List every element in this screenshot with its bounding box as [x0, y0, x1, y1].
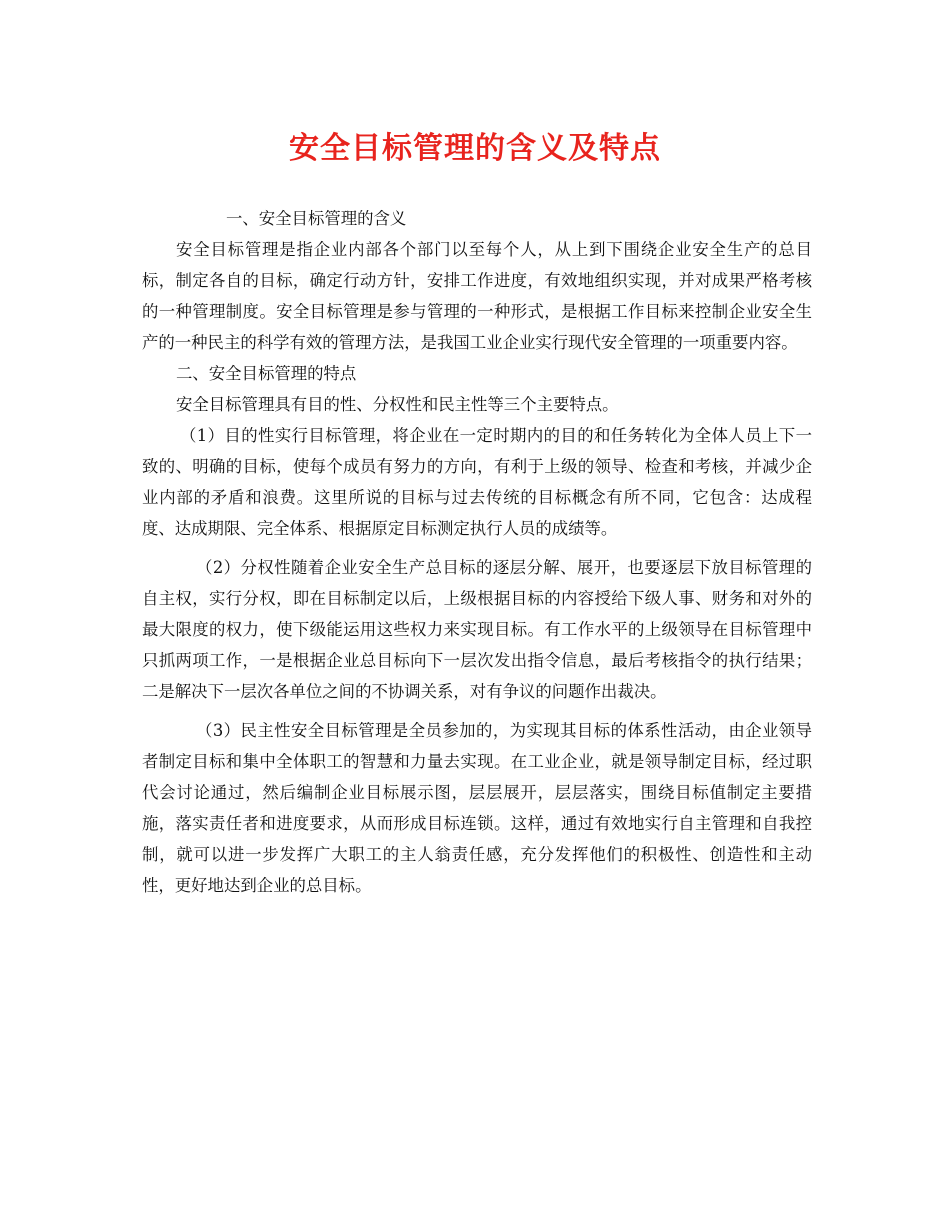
document-body	[142, 203, 812, 901]
paragraph-point-purpose: （1）目的性实行目标管理，将企业在一定时期内的目的和任务转化为全体人员上下一致的、明确的目标，使每个成员有努力的方向，有利于上级的领导、检查和考核，并减少企业内部的矛盾和浪费。这里所说的目标与过去传统的目标概念有所不同，它包含：达成程度、达成期限、完全体系、根据原定目标测定执行人员的成绩等。	[142, 426, 812, 538]
section-heading-meaning: 一、安全目标管理的含义	[226, 209, 407, 228]
section-heading-features: 二、安全目标管理的特点	[176, 364, 357, 383]
paragraph-gap	[142, 544, 812, 552]
document-title: 安全目标管理的含义及特点	[289, 131, 661, 166]
paragraph-point-democracy: （3）民主性安全目标管理是全员参加的，为实现其目标的体系性活动，由企业领导者制定目标和集中全体职工的智慧和力量去实现。在工业企业，就是领导制定目标，经过职代会讨论通过，然后编制企业目标展示图，层层展开，层层落实，围绕目标值制定主要措施，落实责任者和进度要求，从而形成目标连锁。这样，通过有效地实行自主管理和自我控制，就可以进一步发挥广大职工的主人翁责任感，充分发挥他们的积极性、创造性和主动性，更好地达到企业的总目标。	[142, 721, 812, 895]
paragraph-point-decentralization: （2）分权性随着企业安全生产总目标的逐层分解、展开，也要逐层下放目标管理的自主权，实行分权，即在目标制定以后，上级根据目标的内容授给下级人事、财务和对外的最大限度的权力，使下级能运用这些权力来实现目标。有工作水平的上级领导在目标管理中只抓两项工作，一是根据企业总目标向下一层次发出指令信息，最后考核指令的执行结果；二是解决下一层次各单位之间的不协调关系，对有争议的问题作出裁决。	[142, 558, 812, 701]
paragraph-features-intro: 安全目标管理具有目的性、分权性和民主性等三个主要特点。	[176, 395, 619, 414]
paragraph-meaning: 安全目标管理是指企业内部各个部门以至每个人，从上到下围绕企业安全生产的总目标，制定各自的目标，确定行动方针，安排工作进度，有效地组织实现，并对成果严格考核的一种管理制度。安全目标管理是参与管理的一种形式，是根据工作目标来控制企业安全生产的一种民主的科学有效的管理方法，是我国工业企业实行现代安全管理的一项重要内容。	[142, 240, 812, 352]
paragraph-gap	[142, 707, 812, 715]
